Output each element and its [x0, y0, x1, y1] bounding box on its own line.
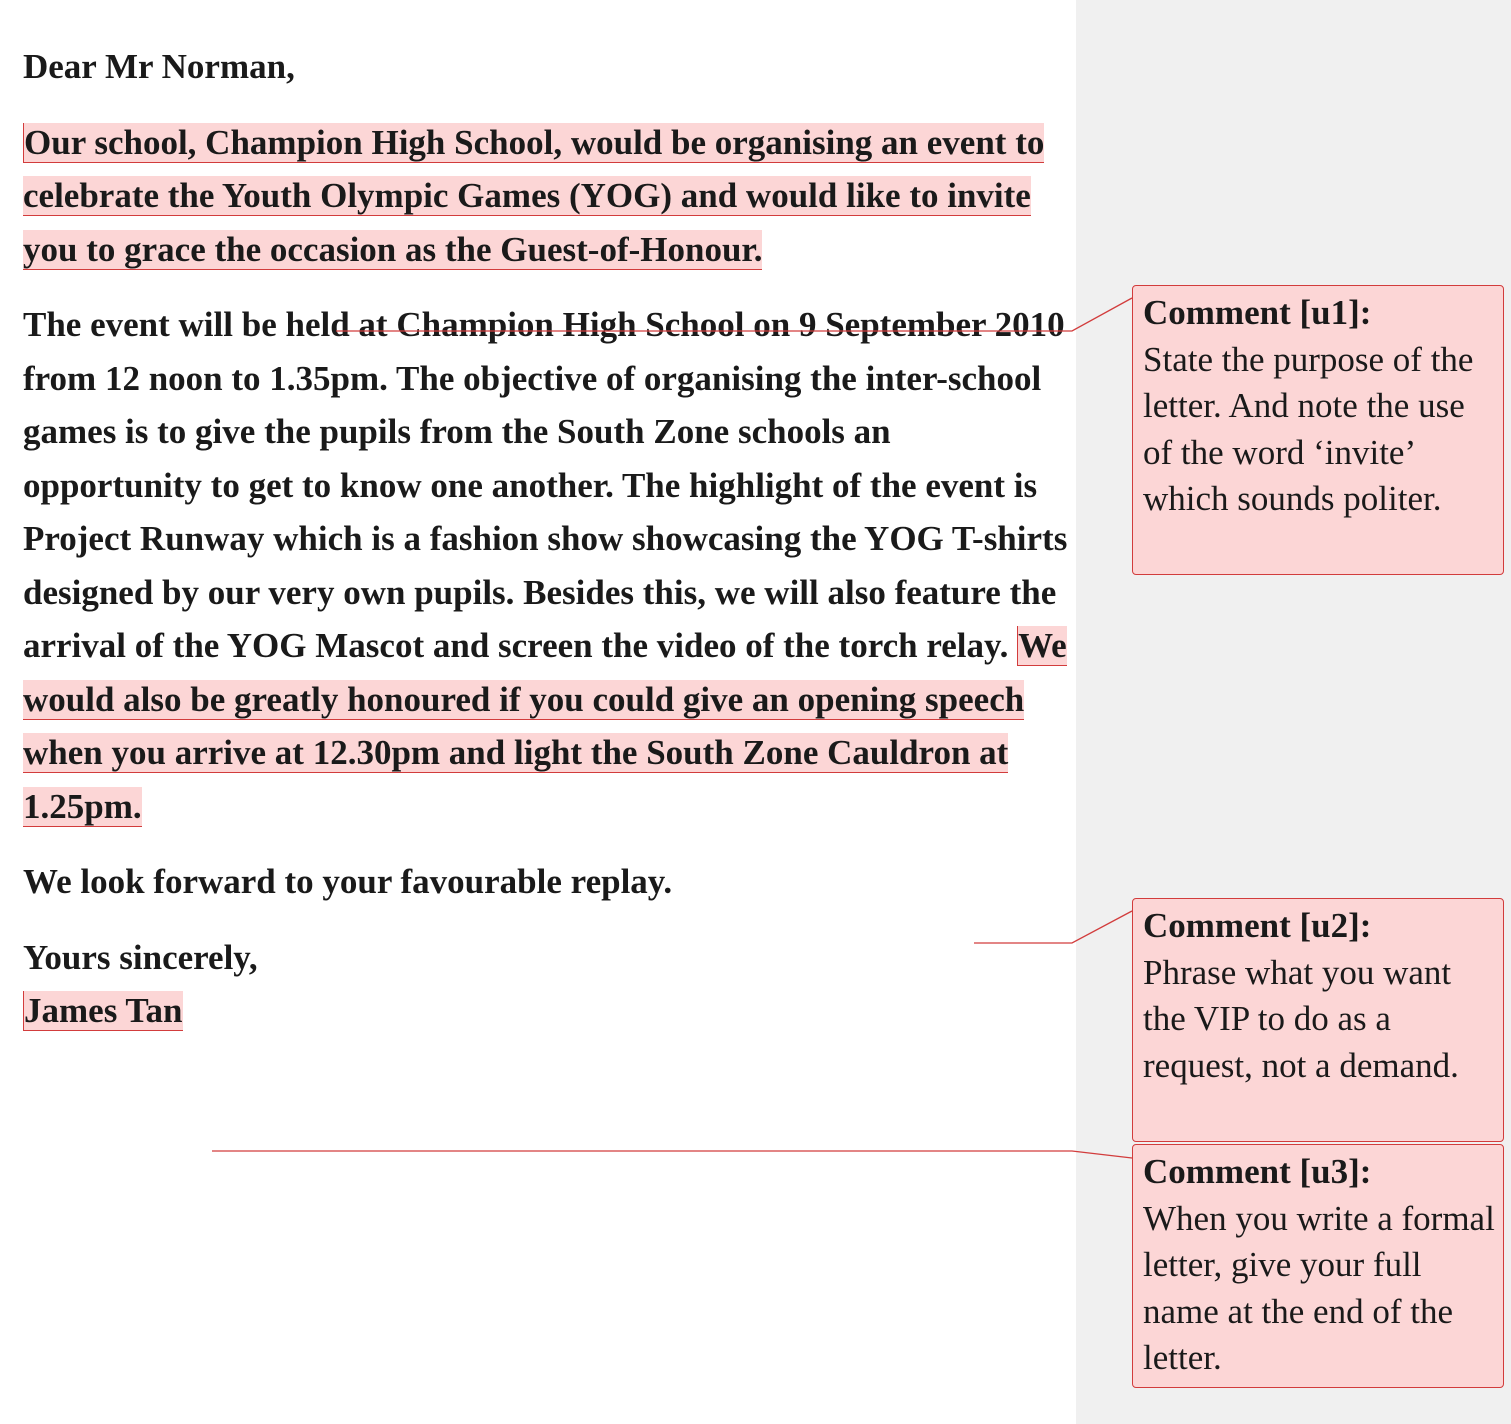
- comment-text: State the purpose of the letter. And note the use of the word ‘invite’ which sounds politer.: [1143, 339, 1474, 518]
- comment-title: Comment [u2]:: [1143, 906, 1372, 945]
- signature-line: [23, 984, 1068, 1038]
- comment-text: When you write a formal letter, give your full name at the end of the letter.: [1143, 1198, 1495, 1377]
- comment-highlight-u3[interactable]: James Tan: [24, 991, 183, 1030]
- comment-balloon-u1[interactable]: [1132, 285, 1504, 575]
- closing: Yours sincerely,: [23, 937, 258, 977]
- paragraph-details: [23, 298, 1068, 833]
- letter-body: [23, 40, 1068, 1038]
- comment-title: Comment [u3]:: [1143, 1152, 1372, 1191]
- comment-title: Comment [u1]:: [1143, 293, 1372, 332]
- paragraph-purpose: [23, 116, 1068, 277]
- paragraph-closing-line: We look forward to your favourable replay.: [23, 862, 673, 901]
- comment-text: Phrase what you want the VIP to do as a request, not a demand.: [1143, 952, 1459, 1085]
- comment-balloon-u3[interactable]: [1132, 1144, 1504, 1388]
- comment-highlight-u2[interactable]: We would also be greatly honoured if you could give an opening speech when you arrive at 12.30pm and light the South Zone Cauldron at 1.25pm.: [23, 626, 1067, 826]
- comment-balloon-u2[interactable]: [1132, 898, 1504, 1142]
- comment-highlight-u1[interactable]: Our school, Champion High School, would be organising an event to celebrate the Youth Olympic Games (YOG) and would like to invite you to grace the occasion as the Guest-of-Honour.: [23, 122, 1045, 269]
- paragraph-details-text: The event will be held at Champion High School on 9 September 2010 from 12 noon to 1.35pm. The objective of organising the inter-school games is to give the pupils from the South Zone schools an opportunity to get to know one another. The highlight of the event is Project Runway which is a fashion show showcasing the YOG T-shirts designed by our very own pupils. Besides this, we will also feature the arrival of the YOG Mascot and screen the video of the torch relay.: [23, 305, 1068, 665]
- salutation: Dear Mr Norman,: [23, 47, 295, 86]
